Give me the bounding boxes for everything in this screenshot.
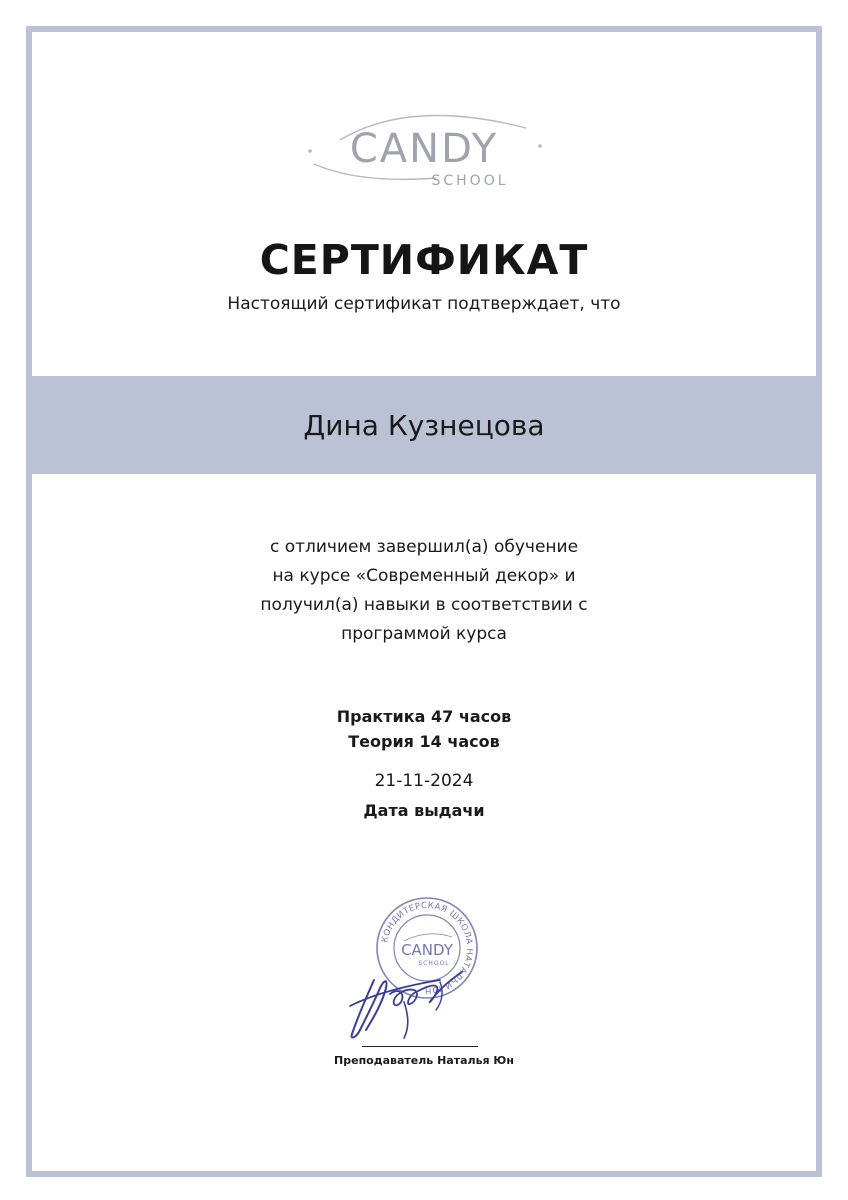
completion-line: с отличием завершил(а) обучение [269,537,579,557]
course-hours [0,704,848,754]
completion-text [0,533,848,649]
completion-line: получил(а) навыки в соответствии с [260,595,588,615]
seal-brand-text: CANDY [401,941,453,959]
completion-line: на курсе «Современный декор» и [272,566,576,586]
teacher-signature [344,958,472,1042]
certificate-title: СЕРТИФИКАТ [259,236,589,284]
teacher-name: Преподаватель Наталья Юн [334,1054,514,1067]
recipient-name: Дина Кузнецова [303,409,545,442]
certificate-subtitle: Настоящий сертификат подтверждает, что [227,294,621,314]
signature-line [362,1046,478,1047]
logo-brand-text: CANDY [349,126,499,172]
logo-sub-text: SCHOOL [431,173,509,189]
theory-hours: Теория 14 часов [348,732,500,751]
candy-school-logo [300,106,550,196]
issue-date-label: Дата выдачи [363,801,485,820]
practice-hours: Практика 47 часов [336,707,512,726]
seal-sub-text: SCHOOL [418,960,450,967]
seal-ring-text: КОНДИТЕРСКАЯ ШКОЛА НАТАЛЬИ ЮН [380,900,475,996]
issue-date: 21-11-2024 [374,771,474,791]
completion-line: программой курса [341,624,507,644]
